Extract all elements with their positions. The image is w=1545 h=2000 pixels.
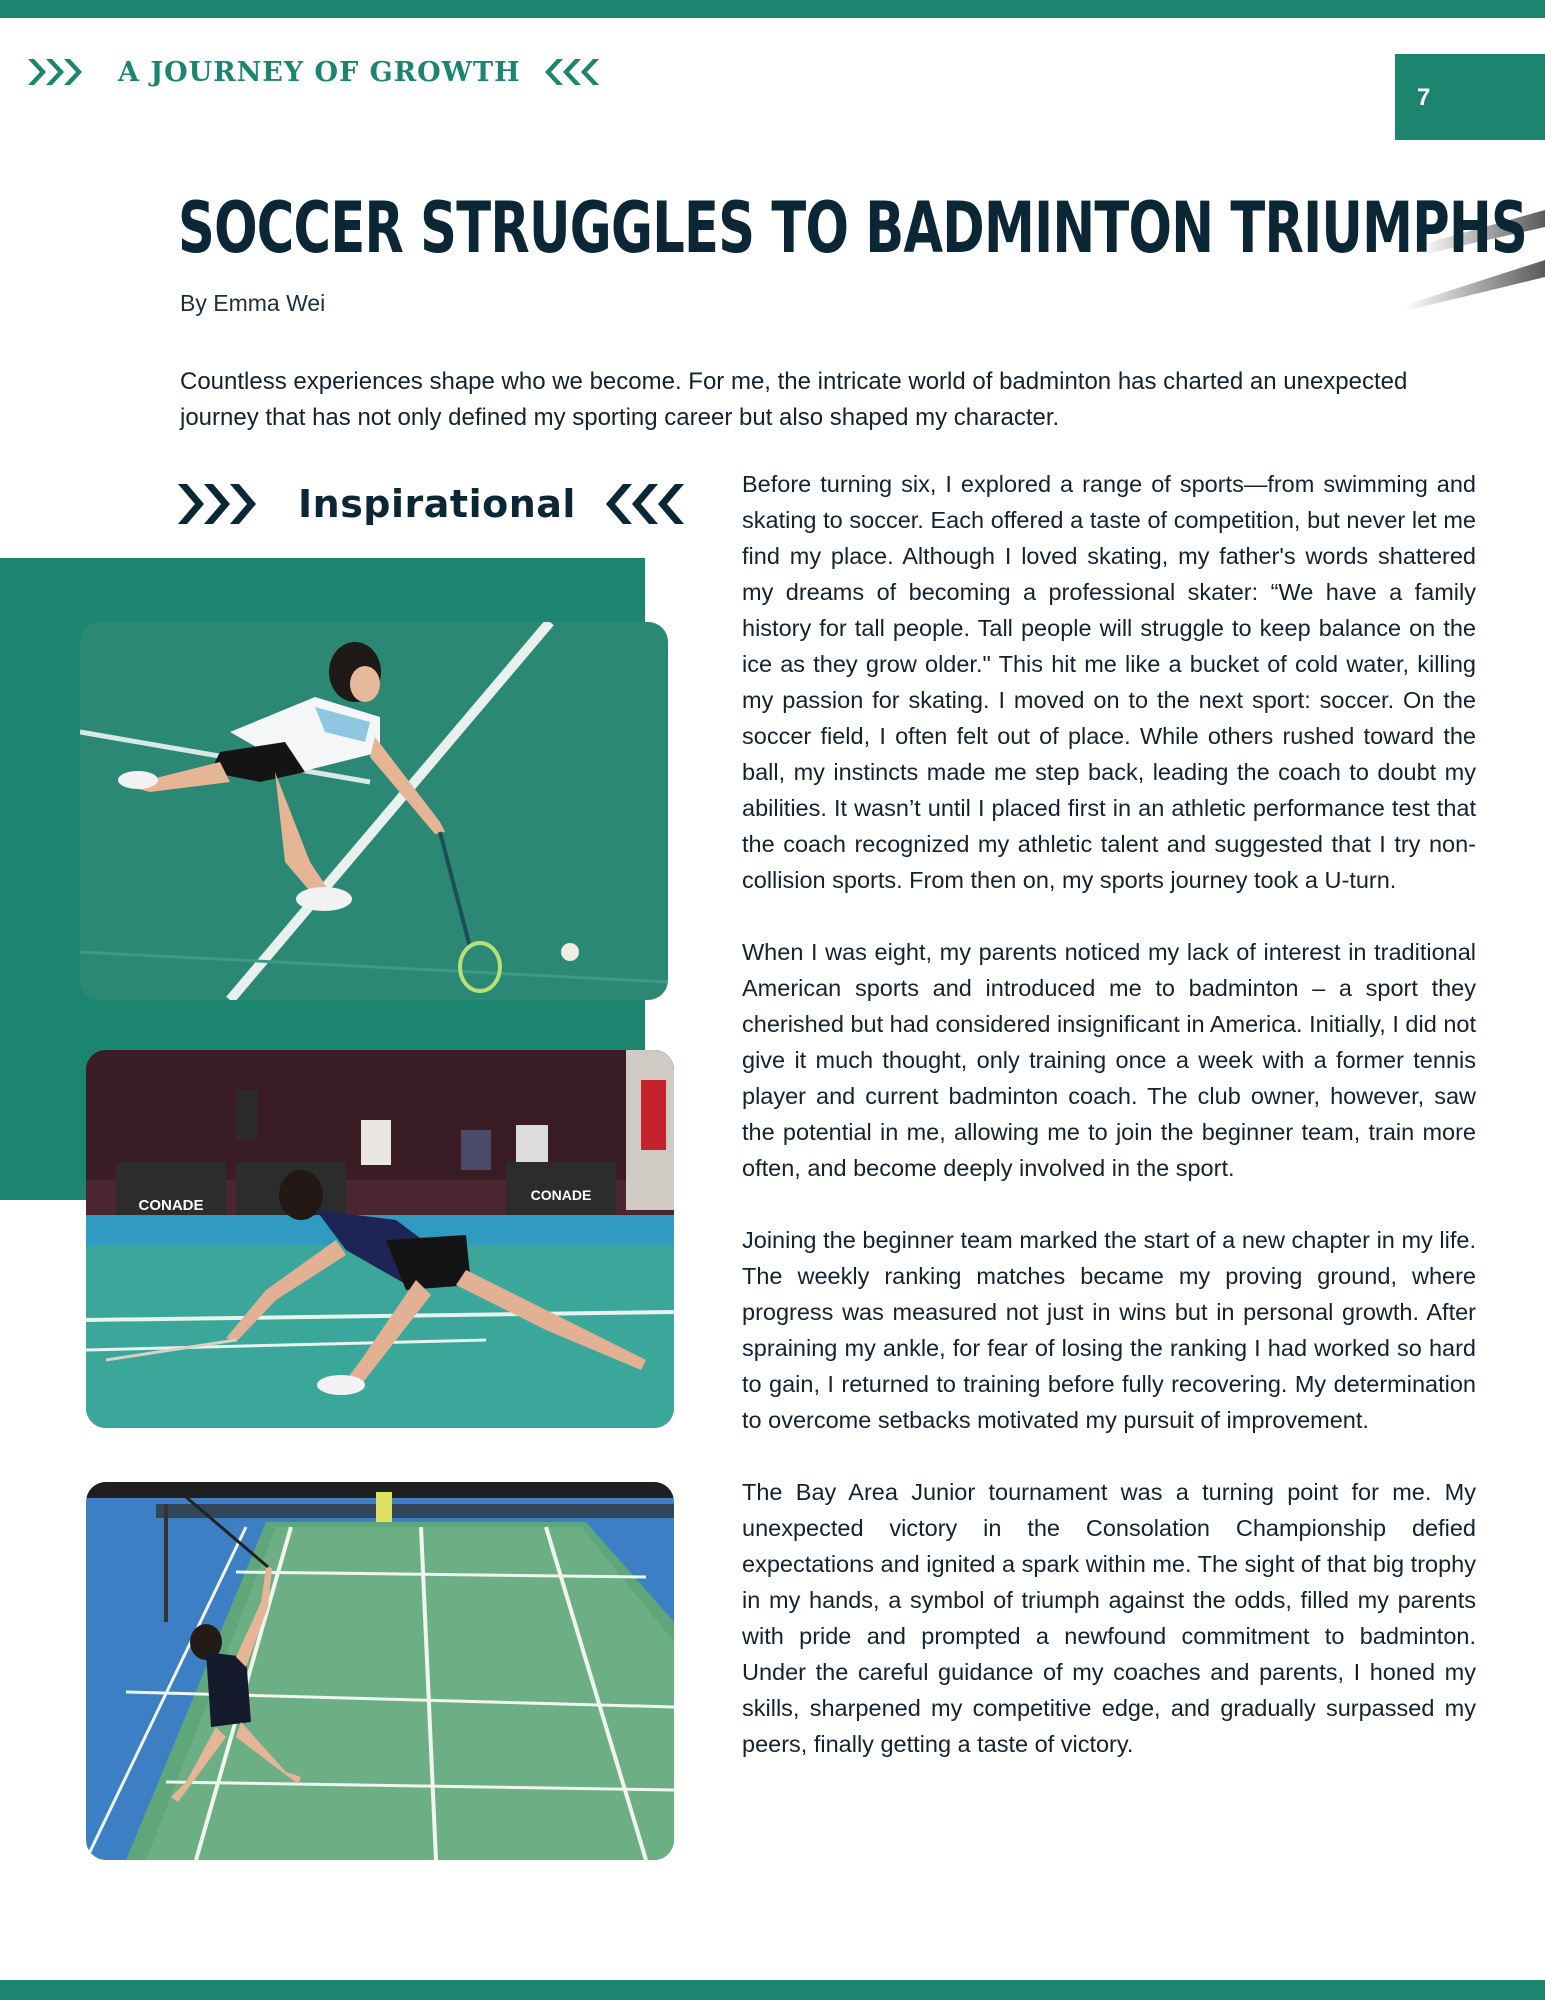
body-paragraph: The Bay Area Junior tournament was a turning point for me. My unexpected victory in the Consolation Championship defied expectations and ignited a spark within me. The sight of that big trophy in my hands, a symbol of triumph against the odds, filled my parents with pride and prompted a newfound commitment to badminton. Under the careful guidance of my coaches and parents, I honed my skills, sharpened my competitive edge, and gradually surpassed my peers, finally getting a taste of victory. <box>742 1479 1476 1757</box>
intro-paragraph: Countless experiences shape who we become. For me, the intricate world of badminton has charted an unexpected journey that has not only defined my sporting career but also shaped my character. <box>180 368 1408 431</box>
running-title: A JOURNEY OF GROWTH <box>118 56 521 88</box>
article-title: SOCCER STRUGGLES TO BADMINTON TRIUMPHS <box>178 187 1528 269</box>
banner-text: CONADE <box>530 1187 592 1203</box>
badminton-photo-lunge <box>80 622 668 1000</box>
body-paragraph: Before turning six, I explored a range of sports—from swimming and skating to soccer. Each offered a taste of competition, but never let me find my place. Although I loved skating, my father's words shattered my dreams of becoming a professional skater: “We have a family history for tall people. Tall people will struggle to keep balance on the ice as they grow older." This hit me like a bucket of cold water, killing my passion for skating. I moved on to the next sport: soccer. On the soccer field, I often felt out of place. While others rushed toward the ball, my instincts made me step back, leading the coach to doubt my abilities. It wasn’t until I placed first in an athletic performance test that the coach recognized my athletic talent and suggested that I try non-collision sports. From then on, my sports journey took a U-turn. <box>742 471 1476 893</box>
article-body <box>742 466 1476 1798</box>
chevrons-right-icon <box>28 55 88 89</box>
badminton-photo-arena <box>86 1050 674 1428</box>
chevrons-right-icon <box>178 480 268 528</box>
banner-text: CONADE <box>138 1197 204 1214</box>
running-header <box>28 52 605 92</box>
page-number-box <box>1395 54 1545 140</box>
body-paragraph: When I was eight, my parents noticed my lack of interest in traditional American sports and introduced me to badminton – a sport they cherished but had considered insignificant in America. Initially, I did not give it much thought, only training once a week with a former tennis player and current badminton coach. The club owner, however, saw the potential in me, allowing me to join the beginner team, train more often, and become deeply involved in the sport. <box>742 939 1476 1181</box>
section-heading <box>178 480 688 528</box>
body-paragraph: Joining the beginner team marked the start of a new chapter in my life. The weekly ranking matches became my proving ground, where progress was measured not just in wins but in personal growth. After spraining my ankle, for fear of losing the ranking I had worked so hard to gain, I returned to training before fully recovering. My determination to overcome setbacks motivated my pursuit of improvement. <box>742 1227 1476 1433</box>
chevrons-left-icon <box>545 55 605 89</box>
byline: By Emma Wei <box>180 290 326 316</box>
section-label: Inspirational <box>298 482 576 526</box>
chevrons-left-icon <box>598 480 688 528</box>
top-accent-bar <box>0 0 1545 18</box>
page-number: 7 <box>1417 84 1431 111</box>
badminton-photo-court <box>86 1482 674 1860</box>
bottom-accent-bar <box>0 1980 1545 2000</box>
